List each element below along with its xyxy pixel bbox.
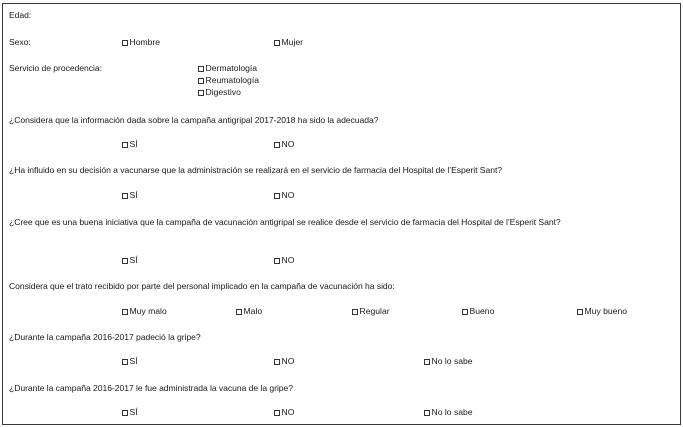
q2-option-si[interactable]: SÍ [122,190,138,200]
checkbox-icon[interactable] [122,359,128,365]
checkbox-icon[interactable] [122,40,128,46]
checkbox-icon[interactable] [236,309,242,315]
q6-option-no[interactable]: NO [274,407,294,417]
checkbox-icon[interactable] [122,258,128,264]
q3-option-si[interactable]: SÍ [122,255,138,265]
q5-option-no[interactable]: NO [274,356,294,366]
servicio-label: Servicio de procedencia: [9,63,102,73]
q5-option-si[interactable]: SÍ [122,356,138,366]
sexo-option-hombre[interactable]: Hombre [122,37,160,47]
checkbox-icon[interactable] [577,309,583,315]
checkbox-icon[interactable] [352,309,358,315]
checkbox-icon[interactable] [198,78,204,84]
q1-option-si[interactable]: SÍ [122,139,138,149]
checkbox-icon[interactable] [198,90,204,96]
checkbox-icon[interactable] [122,309,128,315]
q4-option-regular[interactable]: Regular [352,306,390,316]
question-1-text: ¿Considera que la información dada sobre la campaña antigripal 2017-2018 ha sido la adecuada? [9,115,379,125]
checkbox-icon[interactable] [122,142,128,148]
q4-option-bueno[interactable]: Bueno [462,306,494,316]
q2-option-no[interactable]: NO [274,190,294,200]
question-5-text: ¿Durante la campaña 2016-2017 padeció la gripe? [9,332,201,342]
q5-option-no-lo-sabe[interactable]: No lo sabe [424,356,473,366]
question-4-text: Considera que el trato recibido por parte del personal implicado en la campaña de vacunación ha sido: [9,281,395,291]
checkbox-icon[interactable] [274,258,280,264]
sexo-label: Sexo: [9,37,31,47]
question-6-text: ¿Durante la campaña 2016-2017 le fue administrada la vacuna de la gripe? [9,383,293,393]
checkbox-icon[interactable] [122,410,128,416]
q6-option-si[interactable]: SÍ [122,407,138,417]
q6-option-no-lo-sabe[interactable]: No lo sabe [424,407,473,417]
servicio-option-digestivo[interactable]: Digestivo [198,87,241,97]
checkbox-icon[interactable] [274,359,280,365]
checkbox-icon[interactable] [274,40,280,46]
checkbox-icon[interactable] [274,410,280,416]
checkbox-icon[interactable] [424,410,430,416]
survey-form-frame [2,3,681,425]
q4-option-muy-bueno[interactable]: Muy bueno [577,306,627,316]
servicio-option-reumatologia[interactable]: Reumatología [198,75,259,85]
q1-option-no[interactable]: NO [274,139,294,149]
servicio-option-dermatologia[interactable]: Dermatología [198,63,257,73]
q4-option-muy-malo[interactable]: Muy malo [122,306,167,316]
checkbox-icon[interactable] [274,193,280,199]
sexo-option-mujer[interactable]: Mujer [274,37,303,47]
q3-option-no[interactable]: NO [274,255,294,265]
checkbox-icon[interactable] [424,359,430,365]
question-2-text: ¿Ha influido en su decisión a vacunarse que la administración se realizará en el servicio de farmacia del Hospital de l’Esperit Sant? [9,165,503,175]
checkbox-icon[interactable] [122,193,128,199]
question-3-text: ¿Cree que es una buena iniciativa que la campaña de vacunación antigripal se realice desde el servicio de farmacia del Hospital de l’Esperit Sant? [9,217,561,227]
checkbox-icon[interactable] [198,66,204,72]
q4-option-malo[interactable]: Malo [236,306,262,316]
checkbox-icon[interactable] [462,309,468,315]
edad-label: Edad: [9,10,32,20]
checkbox-icon[interactable] [274,142,280,148]
